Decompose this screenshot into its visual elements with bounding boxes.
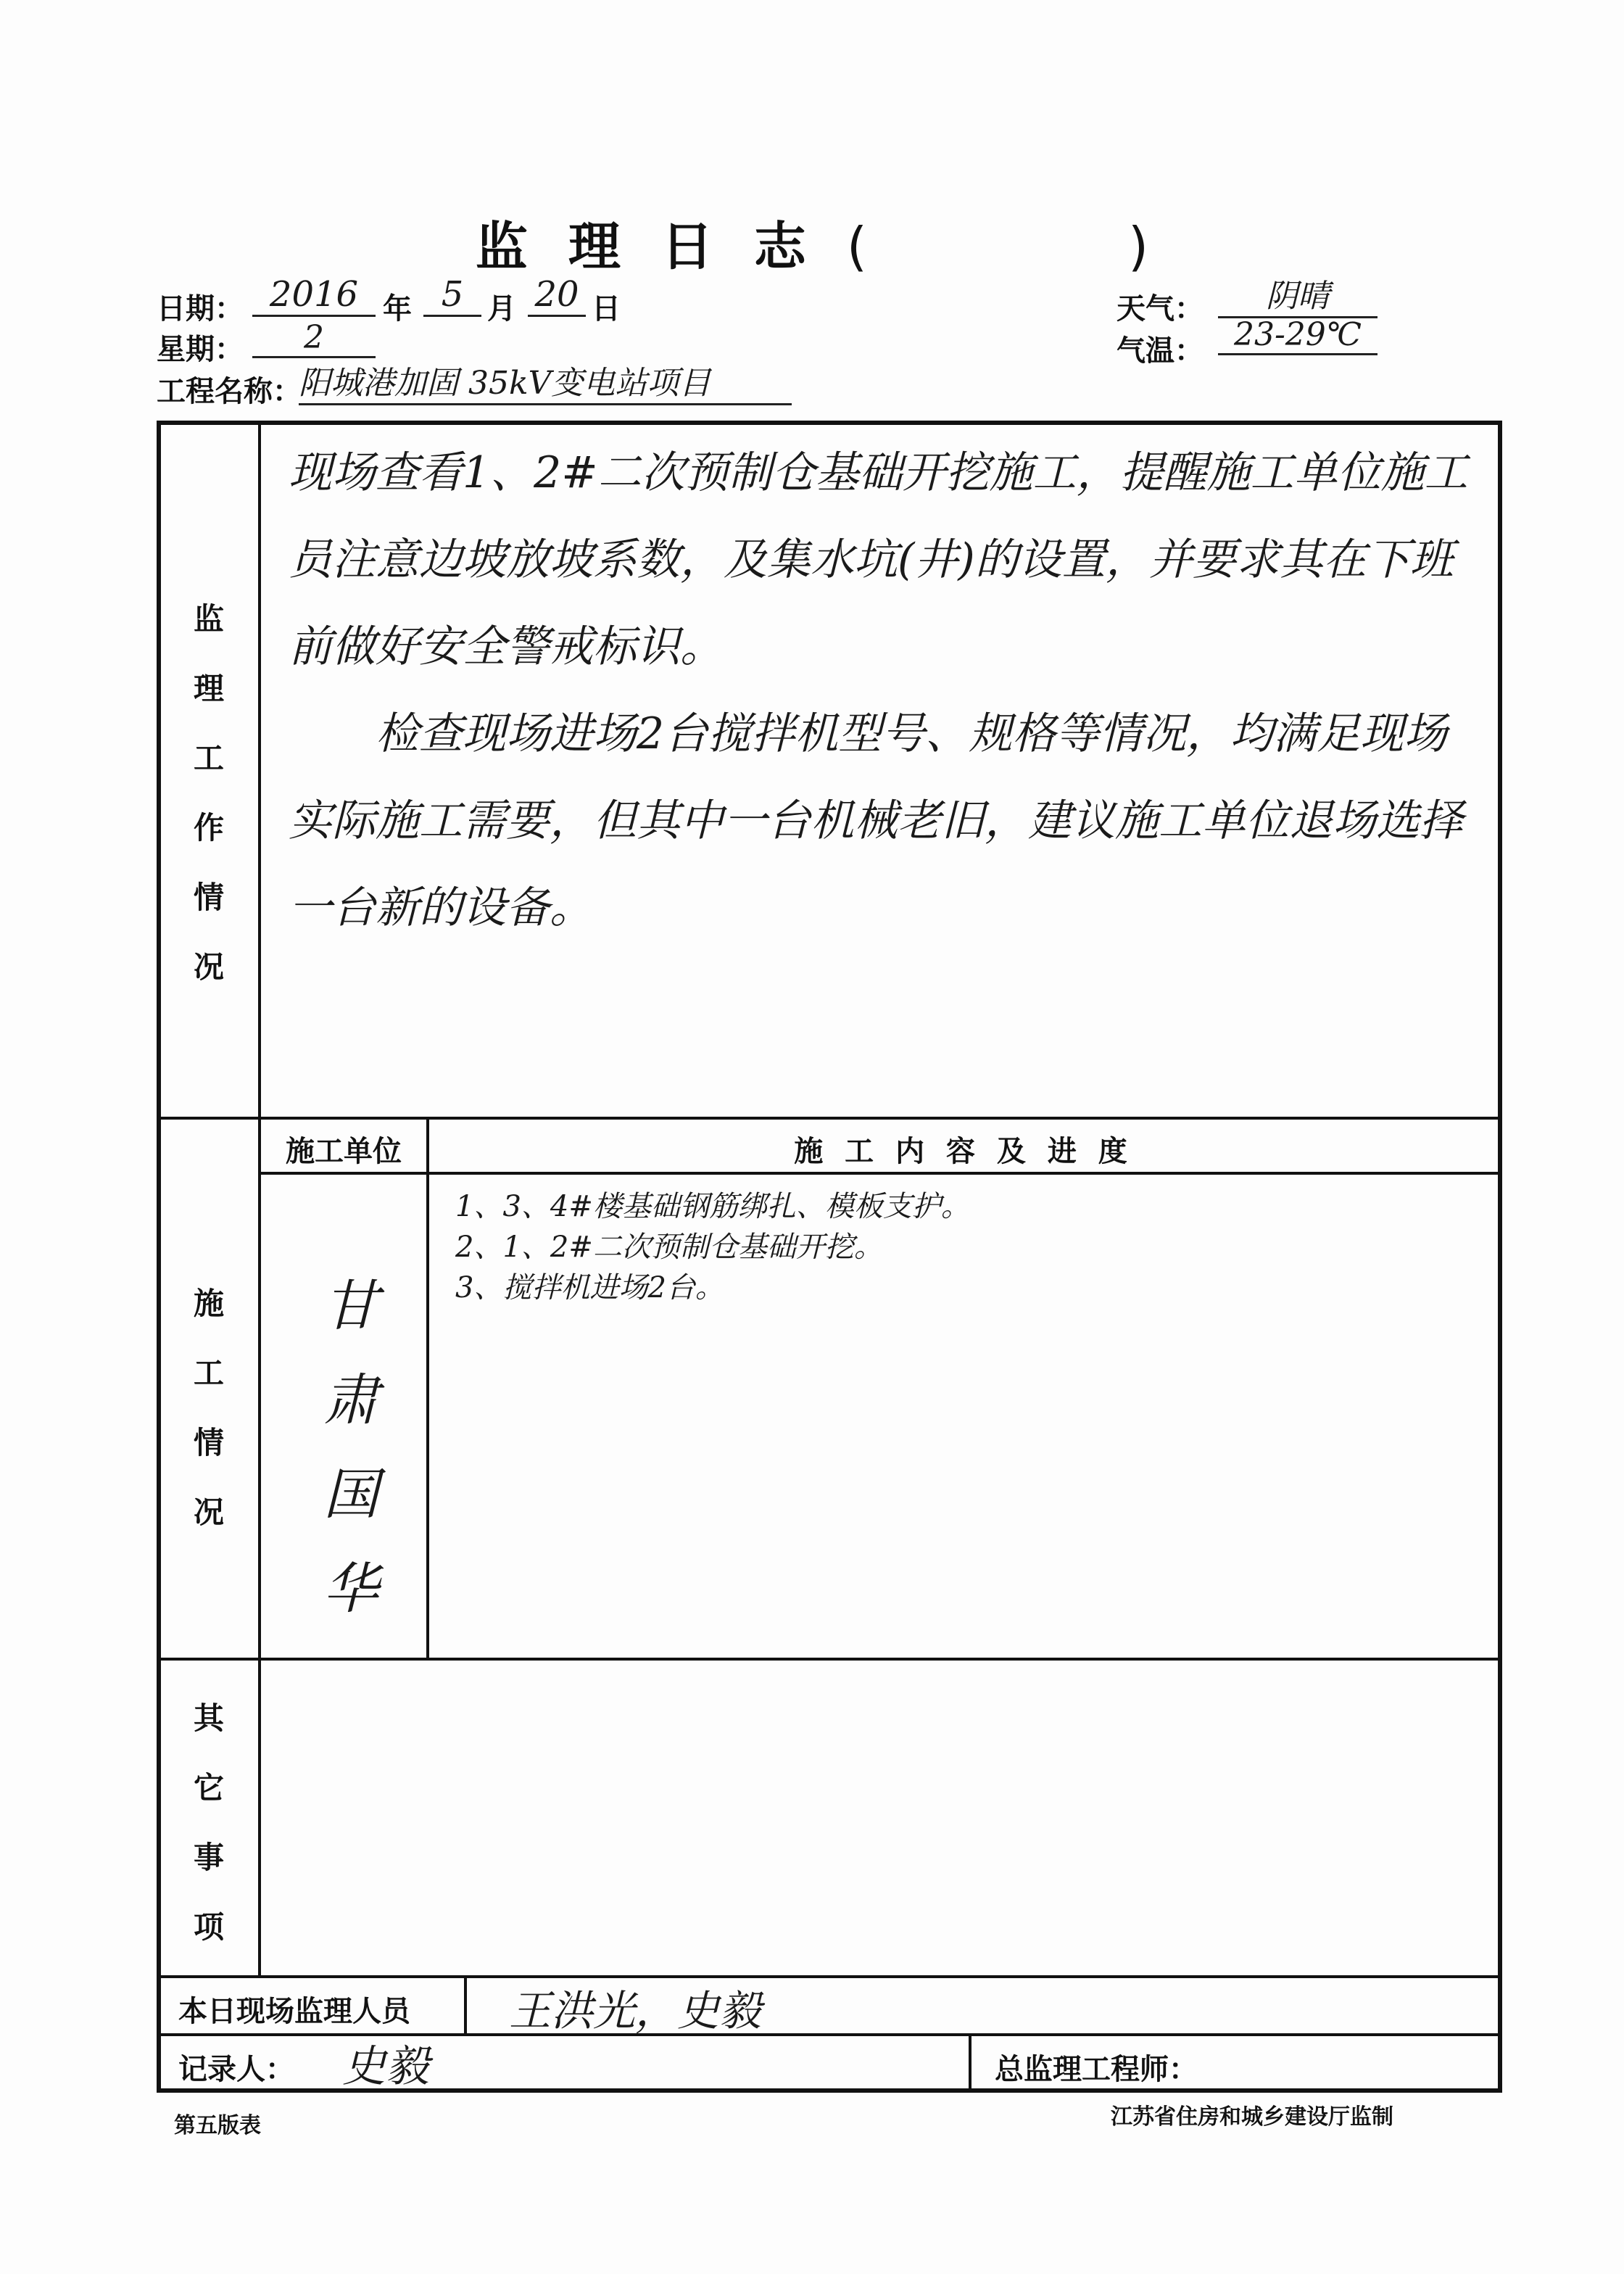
other-label-char: 它: [193, 1770, 224, 1806]
divider-construction-header: [258, 1172, 1498, 1175]
construction-item: 3、搅拌机进场2台。: [455, 1271, 724, 1305]
construction-item: 1、3、4#楼基础钢筋绑扎、模板支护。: [455, 1190, 970, 1223]
form-title-paren: ( ): [846, 216, 1149, 277]
supervision-label-char: 况: [193, 949, 224, 985]
date-year-value: 2016: [252, 274, 376, 317]
temperature-label: 气温：: [1116, 334, 1204, 368]
staff-names: 王洪光，史毅: [509, 1986, 762, 2035]
project-label: 工程名称：: [157, 375, 302, 408]
content-column-header: 施 工 内 容 及 进 度: [794, 1135, 1133, 1168]
supervision-notes: 现场查看1、2#二次预制仓基础开挖施工，提醒施工单位施工员注意边坡放坡系数，及集水坑(井)的设置，并要求其在下班前做好安全警戒标识。 检查现场进场2台搅拌机型号、规格等情况，均满足现场实际施工需要，但其中一台机械老旧，建议施工单位退场选择一台新的设备。: [289, 447, 1468, 933]
day-unit: 日: [592, 292, 621, 326]
weekday-label: 星期：: [157, 333, 244, 366]
supervision-label-char: 监: [193, 601, 224, 637]
recorder-label: 记录人：: [178, 2053, 294, 2086]
log-table: [157, 421, 1502, 2093]
construction-unit-name: 甘肃国华: [323, 1273, 378, 1621]
other-label-char: 其: [193, 1700, 224, 1736]
chief-label-line: [969, 2033, 972, 2091]
month-unit: 月: [487, 292, 516, 326]
divider-supervision-bottom: [161, 1117, 1498, 1120]
recorder-name: 史毅: [342, 2041, 429, 2092]
label-column-line-other: [258, 1658, 261, 1975]
chief-engineer-label: 总监理工程师：: [995, 2053, 1198, 2086]
supervision-label-char: 作: [193, 810, 224, 845]
date-label: 日期：: [157, 292, 244, 326]
other-section-label: [187, 1684, 231, 1962]
issuer-label: 江苏省住房和城乡建设厅监制: [1111, 2104, 1393, 2130]
unit-column-line: [426, 1117, 429, 1658]
construction-label-char: 施: [193, 1286, 224, 1321]
other-label-char: 项: [193, 1909, 224, 1945]
construction-items: [455, 1186, 1470, 1308]
construction-label-char: 工: [193, 1355, 224, 1391]
divider-other-bottom: [161, 1975, 1498, 1978]
staff-label-line: [464, 1975, 467, 2033]
other-label-char: 事: [193, 1840, 224, 1875]
date-month-value: 5: [423, 274, 481, 317]
project-name-value: 阳城港加固 35kV变电站项目: [299, 357, 792, 405]
supervision-label-char: 情: [193, 880, 224, 915]
year-unit: 年: [383, 292, 412, 326]
temperature-value: 23-29℃: [1218, 316, 1378, 355]
construction-item: 2、1、2#二次预制仓基础开挖。: [455, 1231, 883, 1264]
date-day-value: 20: [528, 274, 586, 317]
label-column-line: [258, 425, 261, 1658]
weather-label: 天气：: [1116, 292, 1204, 326]
form-title-text: 监理日志: [475, 216, 847, 277]
supervision-label-char: 工: [193, 740, 224, 776]
construction-label-char: 情: [193, 1425, 224, 1460]
weekday-value: 2: [252, 319, 376, 358]
supervision-section-label: [187, 584, 231, 1002]
construction-section-label: [187, 1269, 231, 1547]
staff-label: 本日现场监理人员: [178, 1995, 410, 2028]
supervision-label-char: 理: [193, 671, 224, 706]
form-title: [0, 204, 1624, 280]
edition-label: 第五版表: [174, 2113, 261, 2138]
divider-construction-bottom: [161, 1658, 1498, 1661]
unit-column-header: 施工单位: [286, 1135, 402, 1168]
weather-value: 阴晴: [1218, 270, 1378, 318]
construction-label-char: 况: [193, 1494, 224, 1530]
